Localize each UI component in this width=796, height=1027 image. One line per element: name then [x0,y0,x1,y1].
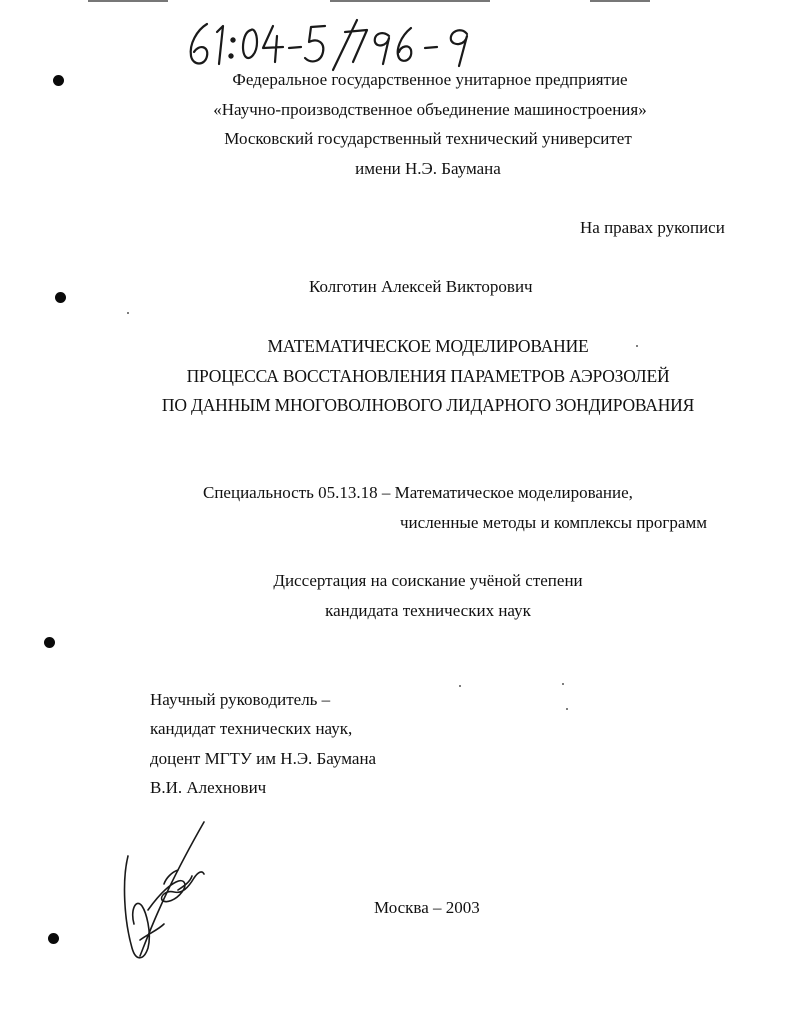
city-year: Москва – 2003 [374,898,480,917]
rights-note: На правах рукописи [580,218,725,237]
scan-edge-mark [590,0,650,2]
supervisor-line-2: кандидат технических наук, [150,719,353,738]
specialty-line-2: численные методы и комплексы программ [400,513,707,532]
header-line-1: Федеральное государственное унитарное предприятие [232,70,628,89]
supervisor-line-1: Научный руководитель – [150,690,331,709]
degree-line-1: Диссертация на соискание учёной степени [273,571,583,590]
dissertation-title-line-2: ПРОЦЕССА ВОССТАНОВЛЕНИЯ ПАРАМЕТРОВ АЭРОЗОЛЕЙ [186,366,670,386]
supervisor-line-3: доцент МГТУ им Н.Э. Баумана [150,749,377,768]
scan-speck [562,683,564,685]
supervisor-line-4: В.И. Алехнович [150,778,267,797]
scan-speck [566,708,568,710]
author-signature [118,820,218,970]
punch-hole [55,292,66,303]
punch-hole [44,637,55,648]
specialty-line-1: Специальность 05.13.18 – Математическое моделирование, [203,483,633,502]
scan-speck [127,312,129,314]
dissertation-title-line-1: МАТЕМАТИЧЕСКОЕ МОДЕЛИРОВАНИЕ [267,336,589,356]
header-line-4: имени Н.Э. Баумана [355,159,501,178]
header-line-2: «Научно-производственное объединение машиностроения» [213,100,647,119]
author-name: Колготин Алексей Викторович [309,277,533,296]
scan-edge-mark [330,0,490,2]
scan-speck [459,685,461,687]
dissertation-title-line-3: ПО ДАННЫМ МНОГОВОЛНОВОГО ЛИДАРНОГО ЗОНДИРОВАНИЯ [161,395,695,415]
scan-edge-mark [88,0,168,2]
header-line-3: Московский государственный технический университет [224,129,632,148]
punch-hole [48,933,59,944]
handwritten-catalogue-number [185,18,485,73]
degree-line-2: кандидата технических наук [325,601,531,620]
